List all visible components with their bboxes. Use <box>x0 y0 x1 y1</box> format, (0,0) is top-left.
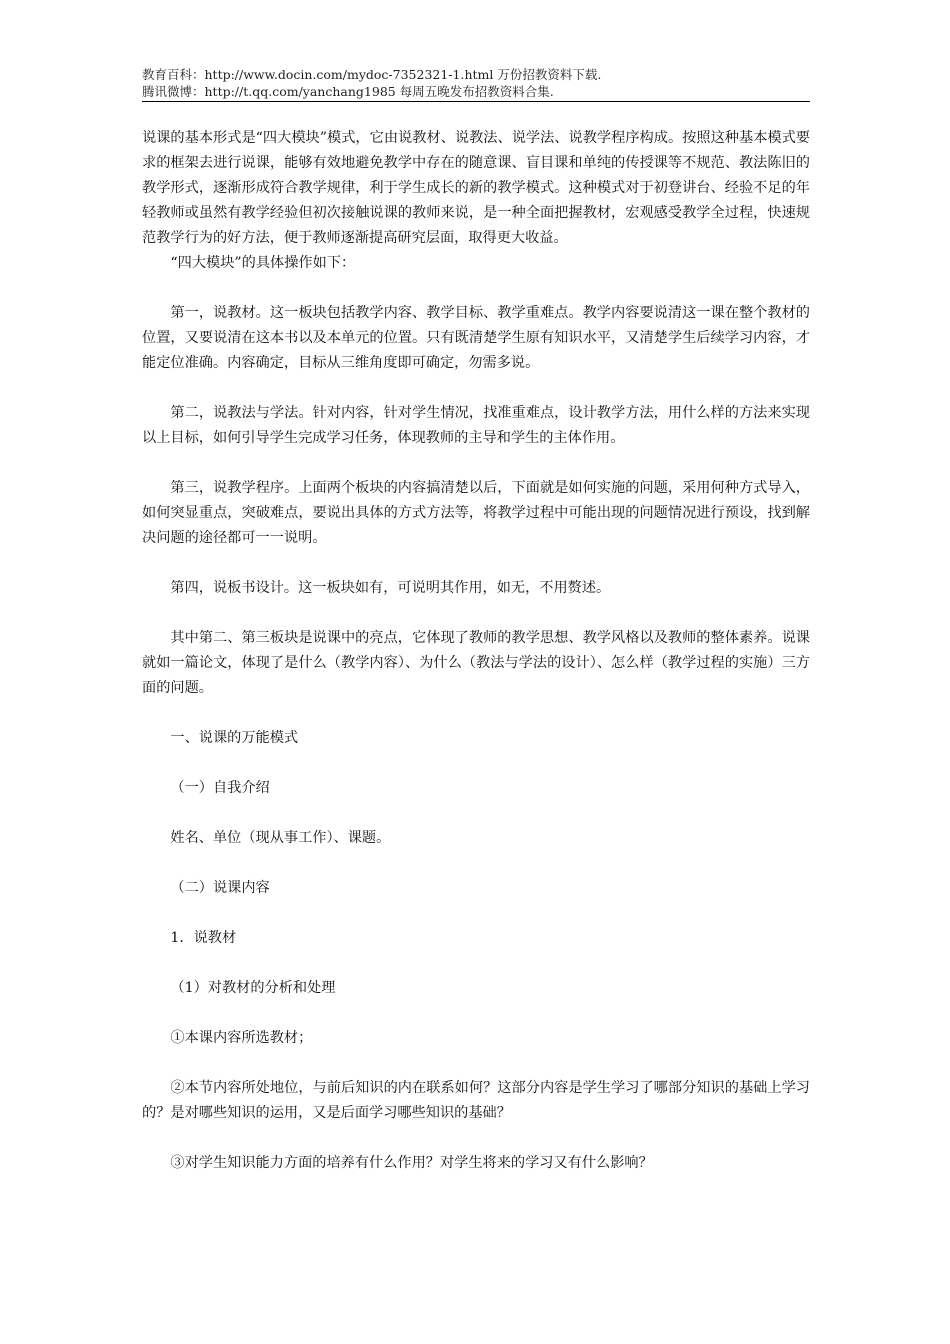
module-two-paragraph: 第二，说教法与学法。针对内容，针对学生情况，找准重难点，设计教学方法，用什么样的方法来实现以上目标，如何引导学生完成学习任务，体现教师的主导和学生的主体作用。 <box>142 405 810 446</box>
header-line-weibo: 腾讯微博：http://t.qq.com/yanchang1985 每周五晚发布招教资料合集. <box>142 84 554 99</box>
subsection-self-intro: （一）自我介绍 <box>170 780 270 796</box>
module-one-paragraph: 第一，说教材。这一板块包括教学内容、教学目标、教学重难点。教学内容要说清这一课在整个教材的位置，又要说清在这本书以及本单元的位置。只有既清楚学生原有知识水平，又清楚学生后续学习内容，才能定位准确。内容确定，目标从三维角度即可确定，勿需多说。 <box>142 305 810 371</box>
self-intro-content: 姓名、单位（现从事工作）、课题。 <box>170 830 391 846</box>
subsection-lesson-content: （二）说课内容 <box>170 880 270 896</box>
header-divider <box>142 101 810 102</box>
point-three: ③对学生知识能力方面的培养有什么作用？对学生将来的学习又有什么影响？ <box>170 1155 653 1171</box>
point-two: ②本节内容所处地位，与前后知识的内在联系如何？这部分内容是学生学习了哪部分知识的基础上学习的？是对哪些知识的运用，又是后面学习哪些知识的基础？ <box>142 1080 810 1121</box>
module-four-paragraph: 第四，说板书设计。这一板块如有，可说明其作用，如无，不用赘述。 <box>170 580 611 596</box>
four-modules-intro: “四大模块”的具体操作如下： <box>170 255 356 271</box>
section-heading-universal-mode: 一、说课的万能模式 <box>170 730 299 746</box>
page-header <box>142 66 810 100</box>
highlight-paragraph: 其中第二、第三板块是说课中的亮点，它体现了教师的教学思想、教学风格以及教师的整体素养。说课就如一篇论文，体现了是什么（教学内容）、为什么（教法与学法的设计）、怎么样（教学过程的实施）三方面的问题。 <box>142 630 810 696</box>
header-line-baike: 教育百科：http://www.docin.com/mydoc-7352321-1.html 万份招教资料下载. <box>142 67 602 82</box>
point-one: ①本课内容所选教材； <box>170 1030 313 1046</box>
module-three-paragraph: 第三，说教学程序。上面两个板块的内容搞清楚以后，下面就是如何实施的问题，采用何种方式导入，如何突显重点，突破难点，要说出具体的方式方法等，将教学过程中可能出现的问题情况进行预设，找到解决问题的途径都可一一说明。 <box>142 480 810 546</box>
item-material-analysis: （1）对教材的分析和处理 <box>170 980 336 996</box>
intro-paragraph: 说课的基本形式是“四大模块”模式，它由说教材、说教法、说学法、说教学程序构成。按照这种基本模式要求的框架去进行说课，能够有效地避免教学中存在的随意课、盲目课和单纯的传授课等不规范、教法陈旧的教学形式，逐渐形成符合教学规律，利于学生成长的新的教学模式。这种模式对于初登讲台、经验不足的年轻教师或虽然有教学经验但初次接触说课的教师来说，是一种全面把握教材，宏观感受教学全过程，快速规范教学行为的好方法，便于教师逐渐提高研究层面，取得更大收益。 <box>142 130 810 246</box>
item-teaching-material: 1．说教材 <box>170 930 237 946</box>
document-body <box>142 126 810 1176</box>
